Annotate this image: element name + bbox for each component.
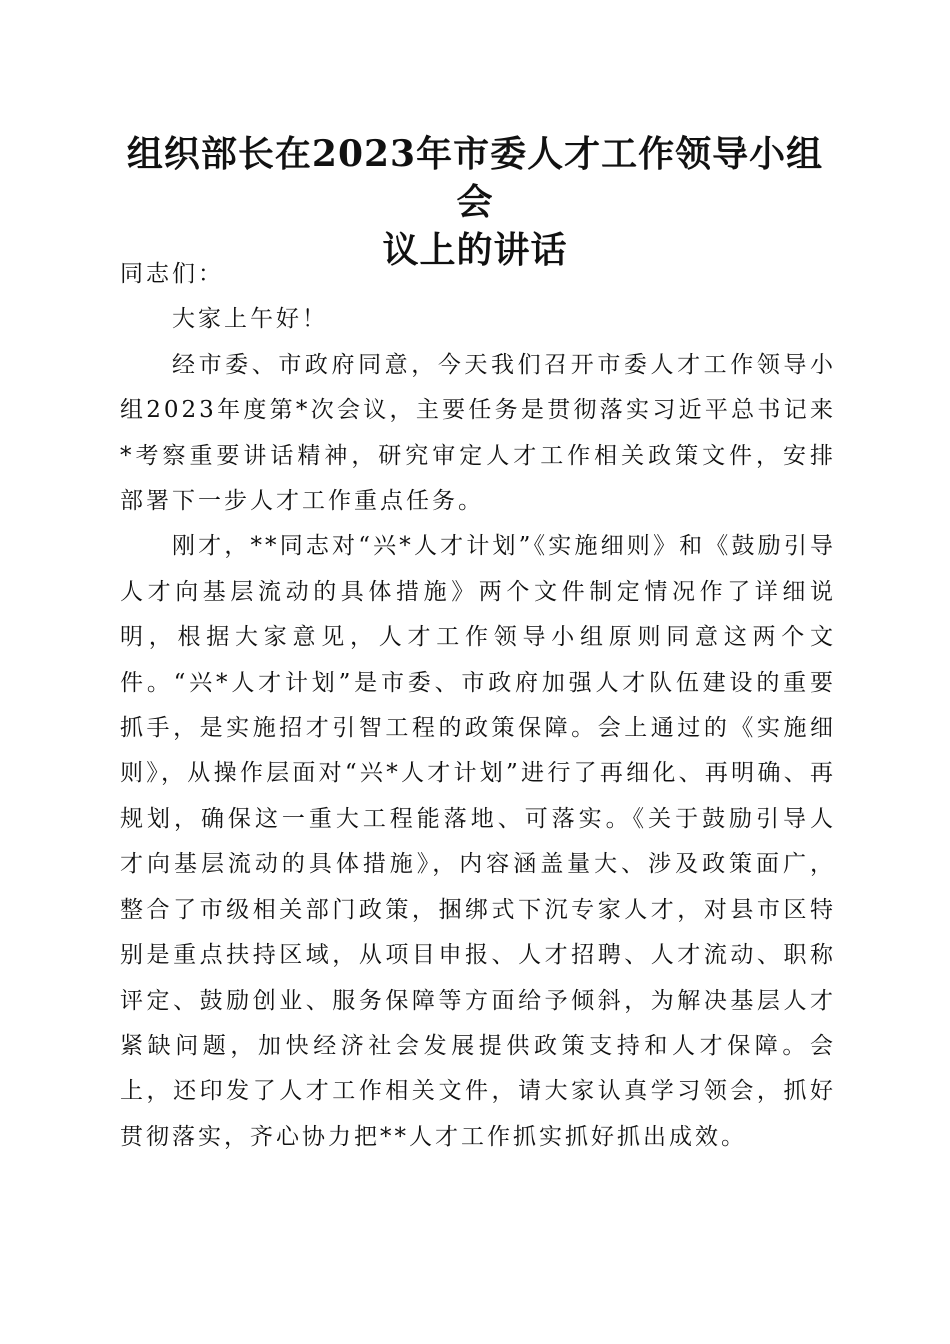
salutation: 同志们： <box>120 261 224 287</box>
title-line-1: 组织部长在2023年市委人才工作领导小组会 <box>126 133 824 223</box>
paragraph-greeting: 大家上午好！ <box>172 306 328 333</box>
paragraph-policy-documents: 刚才，**同志对“兴*人才计划”《实施细则》和《鼓励引导人才向基层流动的具体措施》两个文件制定情况作了详细说明，根据大家意见，人才工作领导小组原则同意这两个文件。“兴*人才计划”是市委、市政府加强人才队伍建设的重要抓手，是实施招才引智工程的政策保障。会上通过的《实施细则》，从操作层面对“兴*人才计划”进行了再细化、再明确、再规划，确保这一重大工程能落地、可落实。《关于鼓励引导人才向基层流动的具体措施》，内容涵盖量大、涉及政策面广，整合了市级相关部门政策，捆绑式下沉专家人才，对县市区特别是重点扶持区域，从项目申报、人才招聘、人才流动、职称评定、鼓励创业、服务保障等方面给予倾斜，为解决基层人才紧缺问题，加快经济社会发展提供政策支持和人才保障。会上，还印发了人才工作相关文件，请大家认真学习领会，抓好贯彻落实，齐心协力把**人才工作抓实抓好抓出成效。 <box>120 533 836 1150</box>
document-body <box>120 252 836 1160</box>
paragraph-meeting-purpose: 经市委、市政府同意，今天我们召开市委人才工作领导小组2023年度第*次会议，主要任务是贯彻落实习近平总书记来*考察重要讲话精神，研究审定人才工作相关政策文件，安排部署下一步人才工作重点任务。 <box>120 351 836 515</box>
title-line-2: 议上的讲话 <box>382 229 568 271</box>
